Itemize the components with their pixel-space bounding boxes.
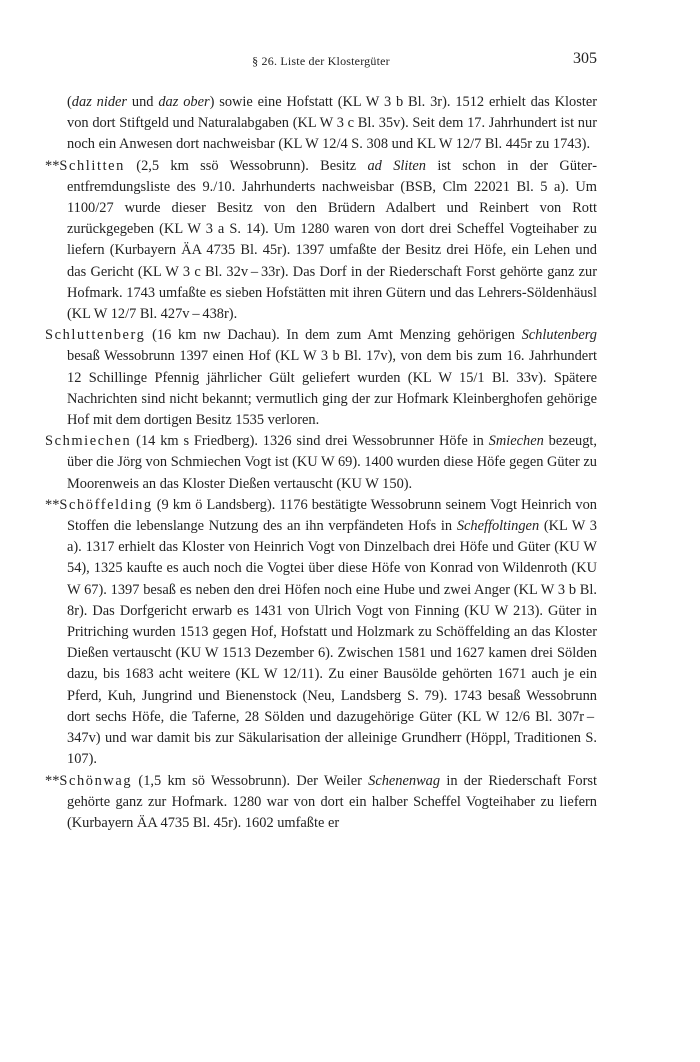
entry-text: ) sowie eine Hofstatt (KL W 3 b Bl. 3r). 1512 erhielt das Kloster von dort Stiftgeld und Naturalabgaben (KL W 3 c Bl. 35v). Seit dem 17. Jahrhundert ist nur noch ein Anwesen dort nachweisbar (KL W 12/4 S. 308 und KL W 12/7 Bl. 445r zu 1743). (67, 94, 598, 153)
entry-text: besaß Wessobrunn 1397 einen Hof (KL W 3 b Bl. 17v), von dem bis zum 16. Jahrhundert 12 Schillinge Pfennig jährlicher Gült geliefert wurden (KL W 15/1 Bl. 33v). Spätere Nachrichten sind nicht bekannt; vermutlich ging der zur Hofmark Kleinberghofen gehörige Hof mit dem dortigen Besitz 1535 verloren. (67, 348, 597, 429)
place-entry (45, 325, 597, 431)
italic-place-name: ad Sliten (367, 157, 426, 174)
entry-text: in der Riederschaft Forst gehörte ganz zur Hofmark. 1280 war von dort ein halber Scheffel Vogteihaber zu liefern (Kurbayern ÄA 4735 Bl. 45r). 1602 umfaßte er (67, 772, 597, 831)
place-entry (45, 156, 597, 326)
entry-text: (KL W 3 a). 1317 erhielt das Kloster von Heinrich Vogt von Dinzelbach drei Höfe und Güter (KU W 54), 1325 kaufte es auch noch die Vogtei über diese Höfe von Konrad von Wildenroth (KU W 67). 1397 besaß es neben den drei Höfen noch eine Hube und zwei Anger (KL W 3 b Bl. 8r). Das Dorfgericht erwarb es 1431 von Ulrich Vogt von Finning (KU W 213). Güter in Pritriching wurden 1513 gegen Hof, Hofstatt und Holzmark zu Schöffelding an das Kloster Dießen vertauscht (KU W 1513 Dezember 6). Zwischen 1581 und 1627 kamen drei Sölden dazu, bis 1683 acht weitere (KL W 12/11). Zu einer Bausölde gehörten 1671 auch je ein Pferd, Kuh, Jungrind und Bienenstock (Neu, Landsberg S. 79). 1743 besaß Wessobrunn dort sechs Höfe, die Taferne, 28 Sölden und dazugehörige Güter (KL W 12/6 Bl. 307r – 347v) und war damit bis zur Säkularisation der alleinige Grundherr (Höppl, Traditionen S. 107). (67, 518, 597, 768)
entry-lemma: Schlitten (59, 157, 125, 174)
running-title: § 26. Liste der Klostergüter (252, 54, 390, 68)
entry-lemma: Schönwag (59, 772, 133, 789)
italic-place-name: Schenenwag (368, 772, 441, 789)
italic-place-name: daz nider (71, 94, 128, 110)
page-number: 305 (573, 50, 597, 67)
entry-text: ist schon in der Güterentfremdungsliste des 9./10. Jahrhunderts nachweisbar (BSB, Clm 22021 Bl. 5 a). Um 1100/27 wurde dieser Besitz von den Brüdern Adalbert und Reinbert von Rott zurückgegeben (KL W 3 a S. 14). Um 1280 waren von dort drei Scheffel Vogteihaber zu liefern (Kurbayern ÄA 4735 Bl. 45r). 1397 umfaßte der Besitz drei Höfe, ein Lehen und das Gericht (KL W 3 c Bl. 32v – 33r). Das Dorf in der Riederschaft Forst gehörte ganz zur Hofmark. 1743 umfaßte es sieben Hofstätten mit ihren Gütern und das Lehrers-Söldenhäusl (KL W 12/7 Bl. 427v – 438r). (67, 157, 597, 323)
entry-text: ( (67, 94, 72, 110)
book-page (45, 48, 597, 834)
entry-marker: ** (45, 157, 60, 174)
entry-text: (2,5 km ssö Wessobrunn). Besitz (124, 157, 368, 174)
entry-lemma: Schmiechen (45, 433, 132, 450)
entry-list (45, 92, 597, 834)
place-entry (45, 431, 597, 495)
entry-marker: ** (45, 496, 60, 513)
italic-place-name: daz ober (158, 94, 210, 110)
entry-text: bezeugt, über die Jörg von Schmiechen Vogt ist (KU W 69). 1400 wurden diese Höfe gegen Güter zu Moorenweis an das Kloster Dießen vertauscht (KU W 150). (67, 433, 597, 492)
entry-text: (14 km s Friedberg). 1326 sind drei Wessobrunner Höfe in (131, 433, 489, 450)
entry-text: und (127, 94, 159, 110)
italic-place-name: Schlutenberg (521, 327, 597, 344)
entry-text: (16 km nw Dachau). In dem zum Amt Menzing gehörigen (145, 327, 522, 344)
entry-lemma: Schöffelding (59, 496, 153, 513)
entry-lemma: Schluttenberg (45, 327, 146, 344)
italic-place-name: Smiechen (488, 433, 544, 450)
place-entry (45, 771, 597, 835)
page-header (45, 48, 597, 78)
entry-marker: ** (45, 772, 60, 789)
place-entry (45, 495, 597, 771)
entry-text: (9 km ö Landsberg). 1176 bestätigte Wessobrunn seinem Vogt Heinrich von Stoffen die lebenslange Nutzung des an ihn verpfändeten Hofs in (67, 496, 597, 535)
continuation-paragraph (45, 92, 597, 156)
entry-text: (1,5 km sö Wessobrunn). Der Weiler (132, 772, 369, 789)
italic-place-name: Scheffoltingen (456, 518, 540, 535)
